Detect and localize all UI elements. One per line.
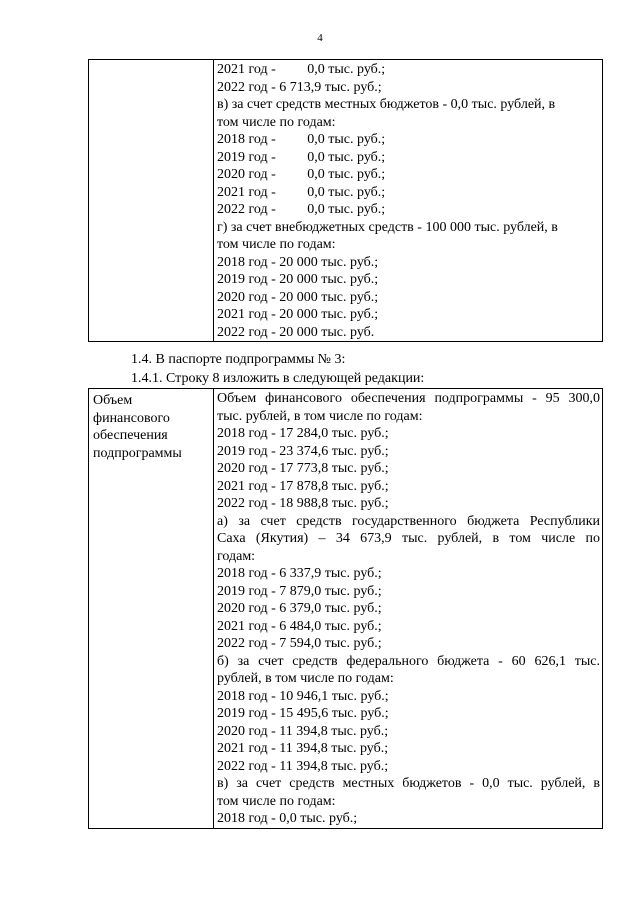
row-label-line: финансового xyxy=(93,410,170,426)
funding-line: том числе по годам: xyxy=(217,237,336,252)
funding-line: 2020 год - 11 394,8 тыс. руб.; xyxy=(217,723,389,739)
table-label-cell xyxy=(89,60,214,342)
funding-line: 2018 год - 0,0 тыс. руб.; xyxy=(217,132,386,147)
funding-line: 2019 год - 15 495,6 тыс. руб.; xyxy=(217,706,389,721)
funding-line: 2022 год - 20 000 тыс. руб. xyxy=(217,324,375,340)
funding-line: 2021 год - 0,0 тыс. руб.; xyxy=(217,62,386,77)
funding-line: 2022 год - 6 713,9 тыс. руб.; xyxy=(217,79,382,95)
row-label-line: Объем xyxy=(93,393,133,408)
funding-line: том числе по годам: xyxy=(217,114,336,130)
funding-details-cell xyxy=(214,60,603,342)
table-row xyxy=(89,60,603,342)
funding-line: 2019 год - 7 879,0 тыс. руб.; xyxy=(217,583,382,599)
funding-line: 2021 год - 11 394,8 тыс. руб.; xyxy=(217,741,389,756)
funding-line: б) за счет средств федерального бюджета - 60 626,1 тыс. xyxy=(217,653,600,669)
funding-line: 2021 год - 6 484,0 тыс. руб.; xyxy=(217,618,382,634)
funding-line: 2018 год - 10 946,1 тыс. руб.; xyxy=(217,688,389,704)
table-row xyxy=(89,389,603,829)
funding-line: Объем финансового обеспечения подпрограммы - 95 300,0 xyxy=(217,391,600,406)
funding-line: 2020 год - 6 379,0 тыс. руб.; xyxy=(217,601,382,616)
funding-line: в) за счет средств местных бюджетов - 0,0 тыс. рублей, в xyxy=(217,97,556,112)
section-heading-1-4: 1.4. В паспорте подпрограммы № 3: xyxy=(131,352,346,367)
funding-line: в) за счет средств местных бюджетов - 0,0 тыс. рублей, в xyxy=(217,776,600,791)
funding-line: 2019 год - 23 374,6 тыс. руб.; xyxy=(217,443,389,459)
funding-table-continued xyxy=(88,59,603,342)
row-label-line: обеспечения xyxy=(93,428,168,443)
funding-line: 2019 год - 20 000 тыс. руб.; xyxy=(217,272,379,287)
funding-line: 2018 год - 17 284,0 тыс. руб.; xyxy=(217,426,389,441)
funding-line: 2018 год - 20 000 тыс. руб.; xyxy=(217,254,379,270)
funding-line: 2021 год - 17 878,8 тыс. руб.; xyxy=(217,478,389,494)
page-number: 4 xyxy=(317,32,323,44)
funding-line: г) за счет внебюджетных средств - 100 000 тыс. рублей, в xyxy=(217,219,558,235)
row-label-line: подпрограммы xyxy=(93,445,182,461)
funding-line: тыс. рублей, в том числе по годам: xyxy=(217,408,423,424)
funding-line: 2022 год - 11 394,8 тыс. руб.; xyxy=(217,758,389,774)
funding-line: 2018 год - 6 337,9 тыс. руб.; xyxy=(217,566,382,581)
funding-line: Саха (Якутия) – 34 673,9 тыс. рублей, в том числе по xyxy=(217,531,600,546)
funding-table-subprogram-3 xyxy=(88,388,603,829)
funding-line: 2021 год - 0,0 тыс. руб.; xyxy=(217,184,386,200)
funding-details-cell xyxy=(214,389,603,829)
table-label-cell xyxy=(89,389,214,829)
funding-line: том числе по годам: xyxy=(217,793,336,809)
funding-line: а) за счет средств государственного бюджета Республики xyxy=(217,513,600,529)
funding-line: 2020 год - 20 000 тыс. руб.; xyxy=(217,289,379,305)
funding-line: 2021 год - 20 000 тыс. руб.; xyxy=(217,307,379,322)
funding-line: 2020 год - 0,0 тыс. руб.; xyxy=(217,167,386,182)
funding-line: 2022 год - 0,0 тыс. руб.; xyxy=(217,202,386,217)
section-instruction-1-4-1: 1.4.1. Строку 8 изложить в следующей редакции: xyxy=(131,371,425,386)
funding-line: 2020 год - 17 773,8 тыс. руб.; xyxy=(217,461,389,476)
funding-line: 2018 год - 0,0 тыс. руб.; xyxy=(217,811,358,826)
funding-line: 2019 год - 0,0 тыс. руб.; xyxy=(217,149,386,165)
funding-line: годам: xyxy=(217,548,256,564)
funding-line: 2022 год - 18 988,8 тыс. руб.; xyxy=(217,496,389,511)
funding-line: рублей, в том числе по годам: xyxy=(217,671,394,686)
funding-line: 2022 год - 7 594,0 тыс. руб.; xyxy=(217,636,382,651)
